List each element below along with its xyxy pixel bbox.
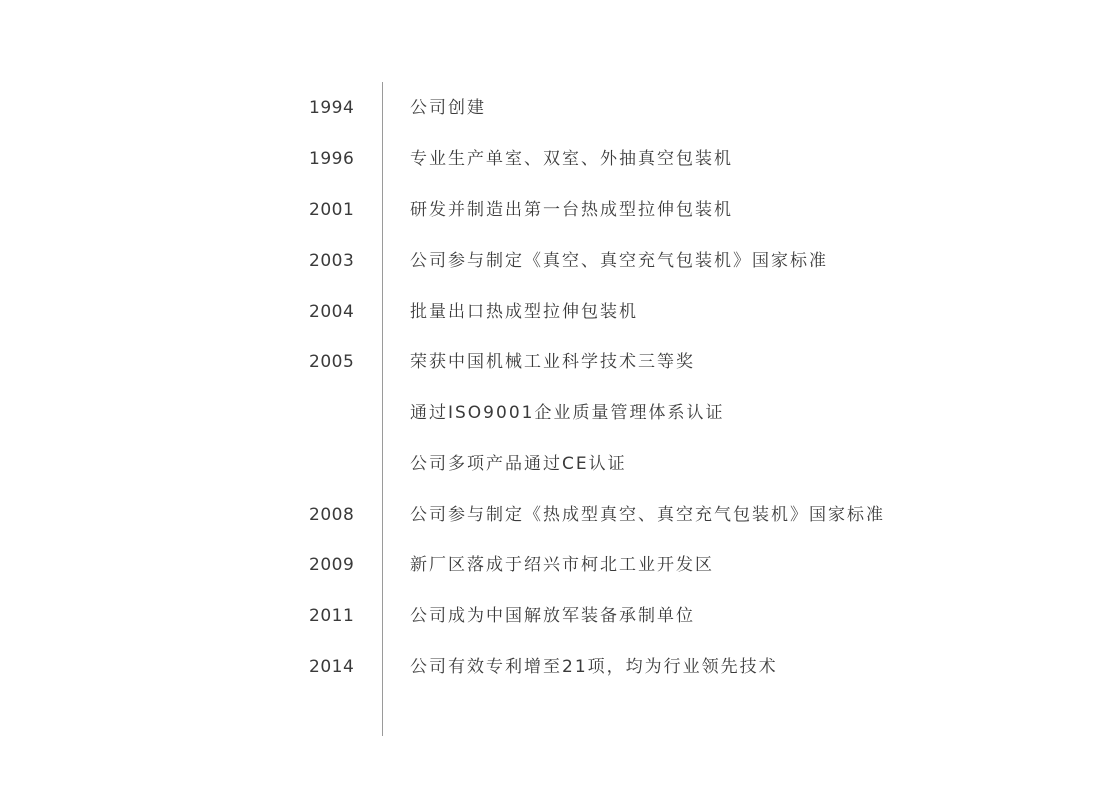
timeline-year: 2001 [309, 200, 355, 220]
timeline-year: 1996 [309, 149, 355, 169]
timeline-year: 2004 [309, 302, 355, 322]
timeline-row [0, 349, 1100, 375]
timeline-year: 2008 [309, 505, 355, 525]
timeline-event-text: 公司参与制定《热成型真空、真空充气包装机》国家标准 [410, 505, 885, 525]
timeline-event-text: 荣获中国机械工业科学技术三等奖 [410, 352, 695, 372]
timeline-year: 1994 [309, 98, 355, 118]
timeline-row [0, 299, 1100, 325]
timeline-event-text: 专业生产单室、双室、外抽真空包装机 [410, 149, 733, 169]
timeline-event-text: 公司成为中国解放军装备承制单位 [410, 606, 695, 626]
timeline-row [0, 552, 1100, 578]
timeline-row [0, 248, 1100, 274]
timeline-event-text: 通过ISO9001企业质量管理体系认证 [410, 403, 725, 423]
timeline-row [0, 197, 1100, 223]
timeline-event-text: 公司多项产品通过CE认证 [410, 454, 627, 474]
timeline-year: 2009 [309, 555, 355, 575]
timeline-event-text: 新厂区落成于绍兴市柯北工业开发区 [410, 555, 714, 575]
timeline-row [0, 654, 1100, 680]
timeline-event-text: 批量出口热成型拉伸包装机 [410, 302, 638, 322]
timeline-event-text: 公司创建 [410, 98, 486, 118]
timeline-event-text: 公司参与制定《真空、真空充气包装机》国家标准 [410, 251, 828, 271]
timeline-row [0, 95, 1100, 121]
timeline-row [0, 603, 1100, 629]
timeline-year: 2005 [309, 352, 355, 372]
timeline-event-text: 研发并制造出第一台热成型拉伸包装机 [410, 200, 733, 220]
timeline-row [0, 451, 1100, 477]
timeline-year: 2003 [309, 251, 355, 271]
timeline-event-text: 公司有效专利增至21项，均为行业领先技术 [410, 657, 778, 677]
timeline-row [0, 400, 1100, 426]
timeline-year: 2011 [309, 606, 355, 626]
timeline-year: 2014 [309, 657, 355, 677]
timeline-row [0, 146, 1100, 172]
timeline-row [0, 502, 1100, 528]
